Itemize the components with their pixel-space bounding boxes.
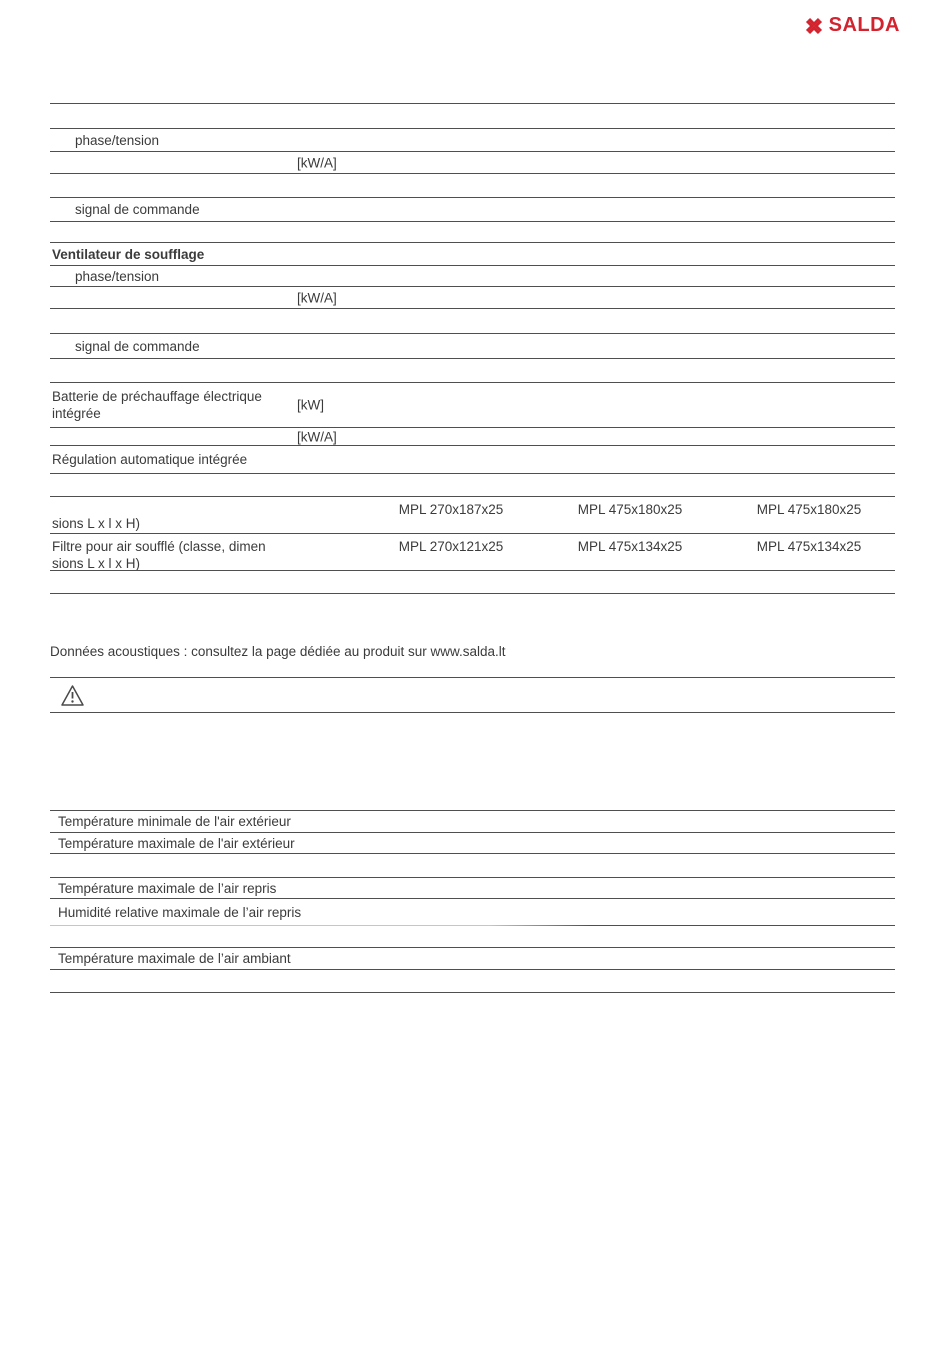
row-label-line2: sions L x l x H) xyxy=(52,556,141,571)
row-unit: [kW/A] xyxy=(297,290,337,305)
row-unit: [kW] xyxy=(297,397,324,413)
filter-size-value: MPL 475x180x25 xyxy=(577,502,683,517)
table-row xyxy=(50,128,895,151)
table-row xyxy=(50,221,895,242)
table-row xyxy=(50,358,895,382)
table-row xyxy=(50,473,895,496)
row-label: signal de commande xyxy=(75,338,200,354)
table-row xyxy=(50,382,895,427)
row-label: Humidité relative maximale de l’air repris xyxy=(58,904,302,920)
row-label: phase/tension xyxy=(75,132,160,148)
row-label-line1: Filtre pour air soufflé (classe, dimen xyxy=(52,539,266,554)
table-row xyxy=(50,286,895,308)
warning-strip xyxy=(50,677,895,713)
row-unit: [kW/A] xyxy=(297,429,337,444)
salda-logo-icon xyxy=(805,17,823,35)
table-row xyxy=(50,308,895,333)
row-label: Température maximale de l’air ambiant xyxy=(58,951,291,966)
conditions-table xyxy=(50,810,895,993)
table-row xyxy=(50,947,895,969)
table-row xyxy=(50,103,895,128)
filter-size-value: MPL 270x187x25 xyxy=(398,502,504,517)
row-label: signal de commande xyxy=(75,202,200,217)
row-label: Température minimale de l'air extérieur xyxy=(58,814,291,829)
row-unit: [kW/A] xyxy=(297,155,337,170)
row-label: Régulation automatique intégrée xyxy=(52,452,248,467)
acoustic-note: Données acoustiques : consultez la page dédiée au produit sur www.salda.lt xyxy=(50,644,506,659)
table-row xyxy=(50,877,895,898)
filter-size-value: MPL 475x180x25 xyxy=(756,502,862,517)
row-label: phase/tension xyxy=(75,268,160,284)
table-row xyxy=(50,853,895,877)
table-row xyxy=(50,197,895,221)
table-row xyxy=(50,832,895,853)
row-label: Température maximale de l’air repris xyxy=(58,880,277,896)
table-row-filter-extract xyxy=(50,496,895,533)
row-label: Batterie de préchauffage électrique intégrée xyxy=(52,389,262,421)
table-row xyxy=(50,427,895,445)
filter-size-value: MPL 270x121x25 xyxy=(398,539,504,554)
row-label: Température maximale de l'air extérieur xyxy=(58,835,295,851)
table-row xyxy=(50,151,895,173)
table-row xyxy=(50,969,895,992)
table-row xyxy=(50,173,895,197)
table-row xyxy=(50,333,895,358)
row-label xyxy=(52,538,288,572)
warning-triangle-icon xyxy=(60,684,85,707)
filter-size-value: MPL 475x134x25 xyxy=(577,539,683,554)
table-row xyxy=(50,445,895,473)
table-row xyxy=(50,570,895,593)
table-row xyxy=(50,810,895,832)
table-row xyxy=(50,925,895,947)
salda-logo-text: SALDA xyxy=(828,14,900,36)
section-heading: Ventilateur de soufflage xyxy=(52,246,205,262)
row-label: sions L x l x H) xyxy=(52,516,141,531)
table-row xyxy=(50,898,895,925)
filter-size-value: MPL 475x134x25 xyxy=(756,539,862,554)
spec-table xyxy=(50,103,895,594)
table-row xyxy=(50,265,895,286)
salda-logo xyxy=(805,14,900,37)
table-row xyxy=(50,242,895,265)
table-row-filter-supply xyxy=(50,533,895,570)
